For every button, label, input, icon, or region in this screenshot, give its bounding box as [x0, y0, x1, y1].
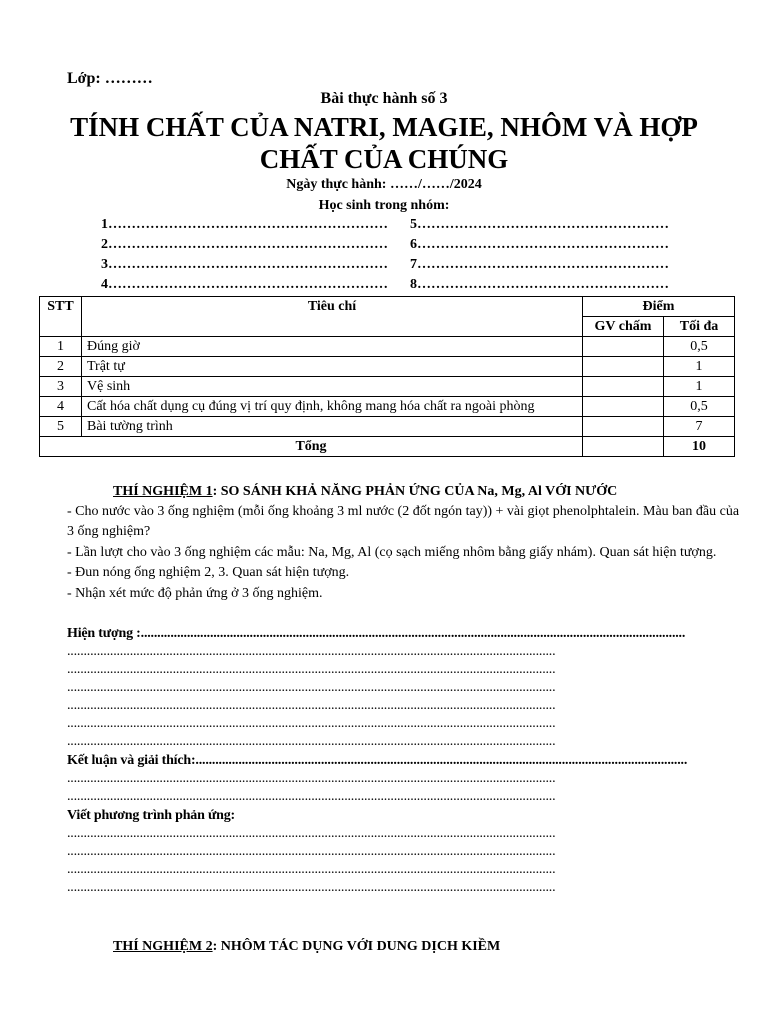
table-header-row [40, 297, 735, 317]
experiment-1-steps [67, 502, 747, 604]
member-right: 5……………………………………………… [410, 217, 669, 232]
col-criteria: Tiêu chí [82, 297, 583, 337]
cell-stt: 5 [40, 417, 82, 437]
table-row [40, 417, 735, 437]
col-gv: GV chấm [583, 317, 664, 337]
answer-line[interactable]: .................................................................................................................................................... [67, 698, 556, 713]
conclusion-label: Kết luận và giải thích: [67, 753, 196, 768]
cell-criteria: Đúng giờ [82, 337, 583, 357]
class-label: Lớp: ……… [67, 70, 153, 87]
member-left: 4…………………………………………………… [101, 277, 388, 292]
answer-dots: ..................................................................................................................................................... [195, 753, 688, 768]
table-row [40, 397, 735, 417]
cell-gv[interactable] [583, 337, 664, 357]
experiment-1-heading [113, 484, 617, 500]
step-4: - Nhận xét mức độ phản ứng ở 3 ống nghiệm. [67, 585, 323, 601]
worksheet-title [0, 111, 768, 175]
answer-line[interactable]: .................................................................................................................................................... [67, 880, 556, 895]
experiment-1-label: THÍ NGHIỆM 1 [113, 484, 213, 499]
member-left: 1…………………………………………………… [101, 217, 388, 232]
title-line-2: CHẤT CỦA CHÚNG [259, 144, 509, 174]
cell-stt: 1 [40, 337, 82, 357]
member-row [101, 237, 669, 253]
title-line-1: TÍNH CHẤT CỦA NATRI, MAGIE, NHÔM VÀ HỢP [70, 112, 698, 142]
col-max: Tối đa [664, 317, 735, 337]
cell-max: 7 [664, 417, 735, 437]
cell-gv[interactable] [583, 377, 664, 397]
cell-max: 0,5 [664, 397, 735, 417]
table-row [40, 337, 735, 357]
worksheet-subtitle: Bài thực hành số 3 [320, 90, 448, 107]
member-row [101, 257, 669, 273]
cell-gv[interactable] [583, 357, 664, 377]
table-total-row [40, 437, 735, 457]
cell-criteria: Cất hóa chất dụng cụ đúng vị trí quy định, không mang hóa chất ra ngoài phòng [82, 397, 583, 417]
step-3: - Đun nóng ống nghiệm 2, 3. Quan sát hiện tượng. [67, 565, 350, 581]
experiment-1-title: : SO SÁNH KHẢ NĂNG PHẢN ỨNG CỦA Na, Mg, Al VỚI NƯỚC [212, 484, 618, 499]
cell-criteria: Bài tường trình [82, 417, 583, 437]
member-right: 7……………………………………………… [410, 257, 669, 272]
cell-criteria: Vệ sinh [82, 377, 583, 397]
cell-stt: 3 [40, 377, 82, 397]
step-1: - Cho nước vào 3 ống nghiệm (mỗi ống khoảng 3 ml nước (2 đốt ngón tay)) + vài giọt phenolphtalein. Màu ban đầu của 3 ống nghiệm? [67, 504, 740, 540]
score-table [39, 296, 735, 457]
experiment-2-heading [113, 939, 500, 955]
cell-stt: 4 [40, 397, 82, 417]
answer-line[interactable]: .................................................................................................................................................... [67, 862, 556, 877]
total-label: Tổng [40, 437, 583, 457]
phenomenon-line[interactable] [67, 625, 685, 643]
total-gv[interactable] [583, 437, 664, 457]
col-stt: STT [40, 297, 82, 337]
answer-line[interactable]: .................................................................................................................................................... [67, 771, 556, 786]
phenomenon-label: Hiện tượng : [67, 626, 141, 641]
member-right: 8……………………………………………… [410, 277, 669, 292]
cell-criteria: Trật tự [82, 357, 583, 377]
answer-dots: ..................................................................................................................................................................... [140, 626, 686, 641]
cell-max: 1 [664, 377, 735, 397]
experiment-2-label: THÍ NGHIỆM 2 [113, 939, 213, 954]
answer-line[interactable]: .................................................................................................................................................... [67, 680, 556, 695]
conclusion-line[interactable] [67, 752, 687, 770]
member-right: 6……………………………………………… [410, 237, 669, 252]
cell-max: 0,5 [664, 337, 735, 357]
answer-line[interactable]: .................................................................................................................................................... [67, 826, 556, 841]
step-2: - Lần lượt cho vào 3 ống nghiệm các mẫu: Na, Mg, Al (cọ sạch miếng nhôm bằng giấy nhám). Quan sát hiện tượng. [67, 544, 717, 560]
experiment-2-title: : NHÔM TÁC DỤNG VỚI DUNG DỊCH KIỀM [212, 939, 501, 954]
member-left: 2…………………………………………………… [101, 237, 388, 252]
cell-gv[interactable] [583, 397, 664, 417]
member-row [101, 217, 669, 233]
answer-line[interactable]: .................................................................................................................................................... [67, 789, 556, 804]
member-left: 3…………………………………………………… [101, 257, 388, 272]
col-score: Điểm [583, 297, 735, 317]
practice-date: Ngày thực hành: ……/……/2024 [286, 177, 482, 192]
answer-line[interactable]: .................................................................................................................................................... [67, 716, 556, 731]
answer-line[interactable]: .................................................................................................................................................... [67, 844, 556, 859]
group-label: Học sinh trong nhóm: [318, 198, 450, 213]
member-row [101, 277, 669, 293]
answer-line[interactable]: .................................................................................................................................................... [67, 734, 556, 749]
total-max: 10 [664, 437, 735, 457]
answer-line[interactable]: .................................................................................................................................................... [67, 662, 556, 677]
table-row [40, 377, 735, 397]
equation-label: Viết phương trình phản ứng: [67, 808, 236, 823]
table-row [40, 357, 735, 377]
answer-line[interactable]: .................................................................................................................................................... [67, 644, 556, 659]
cell-stt: 2 [40, 357, 82, 377]
cell-gv[interactable] [583, 417, 664, 437]
cell-max: 1 [664, 357, 735, 377]
